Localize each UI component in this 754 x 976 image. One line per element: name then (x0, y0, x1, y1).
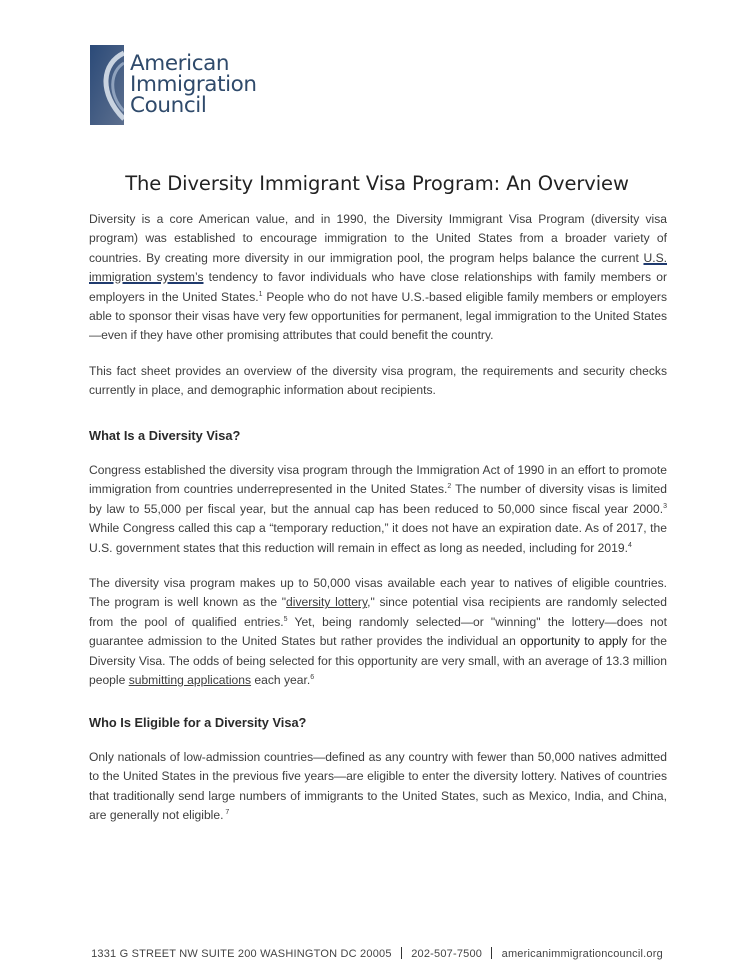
p4-text-3: Yet, being randomly selected—or "winning" the lottery—does not guarantee admission to the United States but rather provides the individual an (89, 614, 667, 649)
p4-text-5: each year. (251, 673, 311, 688)
footnote-ref-7[interactable]: 7 (223, 809, 230, 817)
logo-line-3: Council (130, 93, 207, 118)
section-heading-eligibility: Who Is Eligible for a Diversity Visa? (89, 715, 307, 730)
footnote-ref-5[interactable]: 5 (283, 615, 288, 623)
document-title: The Diversity Immigrant Visa Program: An Overview (125, 172, 629, 195)
footnote-ref-4[interactable]: 4 (627, 541, 632, 549)
lottery-paragraph (89, 574, 667, 690)
logo-mark-icon (90, 45, 124, 125)
page-footer (0, 947, 754, 960)
us-immigration-system-link[interactable]: U.S. immigration system’s (89, 250, 667, 285)
logo-line-2: Immigration (130, 72, 257, 97)
eligibility-paragraph (89, 748, 667, 826)
footer-website[interactable]: americanimmigrationcouncil.org (501, 948, 663, 960)
p1-text-2: tendency to favor individuals who have close relationships with family members or employers in the United States. (89, 270, 667, 304)
section-heading-what-is: What Is a Diversity Visa? (89, 428, 241, 443)
opportunity-to-apply-text: opportunity to apply (520, 634, 628, 649)
p5-text-1: Only nationals of low-admission countries—defined as any country with fewer than 50,000 natives admitted to the United States in the previous five years—are eligible to enter the diversity lottery. Natives of countries that traditionally send large numbers of immigrants to the United States, such as Mexico, India, and China, are generally not eligible. (89, 750, 667, 823)
footnote-ref-1[interactable]: 1 (258, 290, 263, 298)
logo-line-1: American (130, 51, 230, 76)
footer-phone: 202-507-7500 (411, 948, 483, 960)
footnote-ref-3[interactable]: 3 (663, 502, 667, 510)
p4-text-1: The diversity visa program makes up to 50,000 visas available each year to natives of eligible countries. The program is well known as the " (89, 576, 667, 610)
p3-text-2: The number of diversity visas is limited by law to 55,000 per fiscal year, but the annual cap has been reduced to 50,000 since fiscal year 2000. (89, 482, 667, 516)
p4-text-2: ," since potential visa recipients are randomly selected from the pool of qualified entries. (89, 595, 667, 629)
submitting-applications-link[interactable]: submitting applications (128, 673, 252, 688)
p1-text-1: Diversity is a core American value, and in 1990, the Diversity Immigrant Visa Program (diversity visa program) was established to encourage immigration to the United States from a broader variety of countries. By creating more diversity in our immigration pool, the program helps balance the current (89, 212, 667, 265)
p2-text: This fact sheet provides an overview of the diversity visa program, the requirements and security checks currently in place, and demographic information about recipients. (89, 364, 667, 398)
footer-divider (491, 947, 492, 959)
p1-text-3: People who do not have U.S.-based eligible family members or employers able to sponsor their visas have very few opportunities for permanent, legal immigration to the United States—even if they have other promising attributes that could benefit the country. (89, 289, 667, 343)
overview-paragraph (89, 362, 667, 401)
diversity-lottery-link[interactable]: diversity lottery (286, 595, 368, 610)
logo-wordmark (130, 53, 257, 116)
footnote-ref-6[interactable]: 6 (310, 674, 315, 682)
footnote-ref-2[interactable]: 2 (447, 483, 452, 491)
p3-text-3: While Congress called this cap a “temporary reduction,” it does not have an expiration date. As of 2017, the U.S. government states that this reduction will remain in effect as long as needed, including for 2019. (89, 521, 667, 555)
what-is-paragraph (89, 461, 667, 558)
footer-divider (401, 947, 402, 959)
p3-text-1: Congress established the diversity visa program through the Immigration Act of 1990 in an effort to promote immigration from countries underrepresented in the United States. (89, 463, 667, 497)
intro-paragraph (89, 210, 667, 346)
organization-logo (90, 45, 260, 127)
p4-text-4: for the Diversity Visa. The odds of being selected for this opportunity are very small, with an average of 13.3 million people (89, 634, 668, 688)
footer-address: 1331 G STREET NW SUITE 200 WASHINGTON DC 20005 (91, 948, 392, 960)
